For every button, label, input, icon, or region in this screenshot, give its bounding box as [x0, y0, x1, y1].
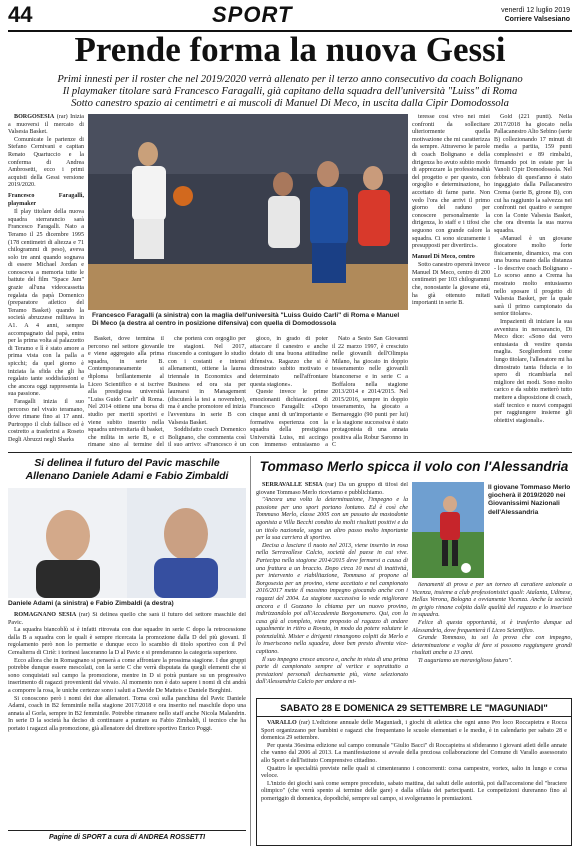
- maguniadi-p4: L'inizio dei giochi sarà come sempre preceduto, sabato mattina, dai saluti delle autorità, poi dall'accensione del "braciere olimpico" (che verrà spento al termine delle gare) e dalla sfilata dei partecipanti. Le competizioni dureranno fino al pomeriggio di domenica, dopodiché, sempre sul campo, si svolgeranno le premiazioni.: [261, 780, 567, 802]
- subtitle-line-2: Il playmaker titolare sarà Francesco Faragalli, già capitano della squadra dell'università "Luiss" di Roma: [62, 86, 518, 97]
- main-col6-p3: Impazienti di iniziare la sua avventura in neroarancio, Di Meco dice: «Sono dai vero entusiasta di vestire questa maglia. Sceglierdomi come lungo titolare, l'allenatore mi ha dimostrato tanta fiducia e io spero di ricambiarla nel migliore dei modi. Sono molto carico e da subito metterò tutto mettere a disposizione di coach, staff tecnico e nuovi compagni per raggiungere insieme gli obiettivi stagionali».: [494, 319, 572, 424]
- main-photo-caption: Francesco Faragalli (a sinistra) con la maglia dell'università "Luiss Guido Carli" di Roma e Manuel Di Meco (a destra al centro in posizione difensiva) con quella di Domodossola: [92, 312, 400, 327]
- merlo-photo: [412, 482, 484, 578]
- main-headline: Prende forma la nuova Gessi: [74, 30, 506, 69]
- main-column-3: [168, 336, 246, 448]
- subtitle-line-1: Primi innesti per il roster che nel 2019/2020 verrà allenato per il terzo anno consecutivo da coach Bolignano: [57, 74, 523, 85]
- main-subhead-dimeco: Manuel Di Meco, centro: [412, 253, 475, 260]
- main-subhead-faragalli: Francesco Faragalli, playmaker: [8, 192, 84, 207]
- main-col1-p1: (rar) Inizia a muoversi il mercato di Valsesia Basket.: [8, 114, 84, 136]
- maguniadi-lead: VARALLO: [267, 720, 297, 726]
- subtitle-line-3: Sotto canestro spazio ai centimetri e ai muscoli di Manuel Di Meco, in uscita dalla Cipir Domodossola: [71, 98, 509, 109]
- merlo-p8: Ti auguriamo un meraviglioso futuro".: [418, 657, 513, 664]
- pavic-lead: ROMAGNANO SESIA: [14, 612, 77, 618]
- section-divider: [8, 452, 572, 453]
- football-player-illustration: [412, 482, 484, 578]
- page-credit: Pagine di SPORT a cura di ANDREA ROSSETTI: [8, 830, 246, 844]
- pavic-photo-caption: Daniele Adami (a sinistra) e Fabio Zimbaldi (a destra): [8, 600, 174, 607]
- maguniadi-body: [257, 717, 571, 845]
- main-lead: BORGOSESIA: [14, 114, 55, 120]
- main-col6-p2: «Manuel è un giovane giocatore molto forte fisicamente, dinamico, ma con una buona mano dalla distanza - lo descrive coach Bolignano - Lo scorso anno a Crema ha mostrato molto entusiasmo nello sposare il progetto di Valsesia Basket, per la quale sarà il primo campionato da senior titolare».: [494, 235, 572, 318]
- merlo-p1: (rar) Da un gruppo di tifosi del giovane Tommaso Merlo riceviamo e pubblichiamo.: [256, 482, 408, 496]
- merlo-column-2: [412, 582, 572, 694]
- main-column-5: [412, 114, 490, 448]
- page-number: 44: [8, 2, 33, 27]
- main-col4-p1: gioco, in grado di poter attaccare il canestro e anche dotato di una buona attitudine difensiva. Ragazzo che si è dimostrato subito motivato e determinato nell'affrontare questa stagione».: [250, 336, 328, 388]
- main-column-1: [8, 114, 84, 448]
- pavic-title-line-2: Allenano Daniele Adami e Fabio Zimbaldi: [25, 470, 229, 482]
- main-col2-p1: Basket, dove termina il percorso nel settore giovanile e viene aggregato alla prima squadra, in serie B. Contemporaneamente si diploma brillantemente al Liceo Scientifico e si iscrive alla prestigiosa università "Luiss Guido Carli" di Roma. Nel 2014 ottiene una borsa di studio per meriti sportivi e viene subito inserito nella squadra universitaria di basket, che milita in serie B, e ci rimane sino al termine del: [88, 336, 164, 448]
- pavic-title-line-1: Si delinea il futuro del Pavic maschile: [34, 458, 220, 469]
- coaches-photo-illustration: [8, 488, 246, 598]
- main-col4-p2: Queste invece le prime emozionanti dichiarazioni di Francesco Faragalli: «Dopo cinque anni di un'importante e formativa esperienza con la squadra della prestigiosa Università Luiss, mi accingo con immenso entusiasmo a: [250, 389, 328, 448]
- merlo-p7: Grande Tommaso, tu sei la prova che con impegno, determinazione e voglia di fare si possono raggiungere grandi risultati anche a 13 anni.: [412, 635, 572, 657]
- section-title: SPORT: [212, 2, 293, 27]
- merlo-p6: Felice di questa opportunità, si è trasferito dunque ad Alessandria, dove frequenterà il Liceo Scientifico.: [412, 619, 572, 634]
- pavic-p1: (rar) Si delinea quello che sarà il futuro del settore maschile del Pavic.: [8, 612, 246, 626]
- maguniadi-p2: Per questa 36esima edizione sul campo comunale "Giulio Bacci" di Roccapietra si sfideranno i giovani atleti delle annate che vanno dal 2006 al 2013. La manifestazione si avvale della preziosa collaborazione del Comune di Varallo assessorato allo Sport e dell'Istituto Comprensivo cittadino.: [261, 742, 567, 764]
- merlo-p3: Decisa a lasciare il nuoto nel 2013, viene inserito in rosa nella Serravallese Calcio, società del paese in cui vive. Partecipa nella stagione 2014/2015 deve fermarsi a causa di una frattura a un braccio. Dopo circa 10 mesi di inattività, per intervento e riabilitazione, Tommaso si propone al Borgosesia per un provino, viene accettato e nel campionato 2016/2017 mette il massimo impegno giocando anche con i ragazzi del 2004. La stagione successiva lo vede migliorare ancora e il Gozzano lo chiama per un nuovo provino, indirizzandolo poi all'Accademia Borgomanero. Qui, con la casa già al completo, viene proposto al ragazzo di andare ugualmente in ritiro a Rovato, in modo da potere valutare le potenzialità. Mister e dirigenti rimangono colpiti da Merlo e lo inseriscono nella squadra, dove ben presto diventa vice-capitano.: [256, 542, 408, 656]
- main-subtitle: [8, 74, 572, 110]
- paper-name: Corriere Valsesiano: [504, 16, 570, 23]
- main-col3-p1: che porterà con orgoglio per tre stagioni. Nel 2017, riuscendo a coniugare lo studio con i costanti e intensi allenamenti, ottiene la laurea triennale in Economics and Business ed ora sta per laurearsi in Management (discuterà la tesi a novembre), ma è anche promotore ed inizia l'avventura in serie B con Valsesia Basket.: [168, 336, 246, 426]
- dateline: [501, 6, 570, 24]
- main-column-6: [494, 114, 572, 448]
- pavic-photo: [8, 488, 246, 598]
- main-col5-p1: teresse così vivo nei miei confronti da sollecitare ulteriormente quella motivazione che mi caratterizza da sempre. Attraverso le parole di coach Bolignano e della dirigenza ho avuto subito modo di apprezzare la professionalità del progetto e per questo, con orgoglio e determinazione, ho accettato di farne parte. Non vedo l'ora che arrivi il primo giorno del raduno per conoscere personalmente la dirigenza, lo staff e i tifosi che seguono con grande calore la squadra. Ci sono sicuramente i presupposti per divertirci».: [412, 114, 490, 250]
- merlo-p4: Il suo impegno cresce ancora e, anche in vista di una prima parte di campionato sempre al vertice e soprattutto a prestazioni personali decisamente più, viene selezionato dall'Alessandria Calcio per andare a mi-: [256, 656, 408, 686]
- column-divider: [250, 456, 251, 846]
- basketball-photo-illustration: [88, 114, 408, 310]
- main-col1-p2: Comunicate le partenze di Stefano Cernivani e capitan Renato Quartuccio e la conferma di Andrea Ambrosetti, ecco i primi acquisti della Gessi versione 2019/2020.: [8, 136, 84, 189]
- merlo-p2: "Ancora una volta la determinazione, l'impegno e la passione per uno sport portano lontano. Ed è così che Tommaso Merlo, classe 2005 con un passato da mastodonte agonista a Villa Becchi condito da molti risultati positivi e da un titolo nazionale, segna un altro passo molto importante per la sua carriera di sportivo.: [256, 497, 408, 542]
- main-col3-p2: Soddisfatto coach Domenico Bolignano, che commenta così il suo arrivo: «Francesco è un: [168, 427, 246, 448]
- merlo-p5: lienamenti di prova e per un torneo di caratiere azionale a Vicenza, insieme a club professionistici quali: Atalanta, Udinese, Hellas Verona, Bologna e ovviamente Vicenza. Anche la società in grigio rimane colpita dalle qualità del ragazzo e lo inserisce in squadra.: [412, 582, 572, 619]
- main-col1-p4: Faragalli inizia il suo percorso nel vivaio teramano, dove rimane fino ai 17 anni. Purtroppo il club fallisce ed è costretto a trasferirsi a Roseto Degli Abruzzi negli Sharks: [8, 398, 84, 443]
- pavic-p3: Ecco allora che in Romagnano si penserà a come affrontare la prossima stagione. I due gruppi potrebbe dunque essere mescolati, con la serie C che verrà disputata da quegli elementi che si sono conquistati sul campo la promozione, mentre in D si potrà puntare su un progressivo inserimento di ragazzi provenienti dal vivaio. Al momento non è dato sapere i nomi di chi andrà a comporre la rosa, le uniche certezze sono i saluti a Davide De Matteis e Daniele Borghini.: [8, 657, 246, 694]
- pavic-p2: La squadra biancoblù si è infatti ritrovata con due squadre in serie C dopo la retrocessione dalla B a squadra con le quali è sempre ricercata la promozione dalla D del più giovani. Il regolamento però non lo permette e dunque ecco lo scambio di titolo sportivo con il Pvl Cerealterra di Ciriè: i torinesi lasceranno la D al Pavic e si prenderanno la categoria superiore.: [8, 627, 246, 656]
- main-column-4: [250, 336, 328, 448]
- main-col5-p3: Nato a Sesto San Giovanni il 22 marzo 1997, è cresciuto nelle giovanili dell'Olimpia Milano, ha giocato in doppio tesseramento nelle giovanili bianconerse e in serie C a Boffalora nella stagione 2013/2014 e 2014/2015. Nel 2015/2016, sempre in doppio tesseramento, ha giocato a Bernareggio (90 punti per lui) e la stagione successiva è stato protagonista di una annata positiva alla Robur Saronno in C: [332, 336, 408, 448]
- main-col5-p2: Sotto canestro opererà invece Manuel Di Meco, centro di 200 centimetri per 103 chilogrammi che, nonostante la giovane età, ha già ottenuto mitati importanti in serie B.: [412, 262, 490, 307]
- main-column-2: [88, 336, 164, 448]
- maguniadi-p1: (rar) L'edizione annuale delle Maguniadi, i giochi di atletica che ogni anno Pro loco Roccapietra e Rocca Sport organizzano per bambini e ragazzi che frequentano le scuole elementari e le medie, è in calendario per sabato 28 e domenica 29 settembre.: [261, 720, 567, 742]
- maguniadi-box: [256, 698, 572, 846]
- merlo-lead: SERRAVALLE SESIA: [262, 482, 323, 488]
- main-column-5b: [332, 336, 408, 448]
- pavic-title: [8, 458, 246, 483]
- pavic-p4: Si conoscono però i nomi dei due allenatori. Torna così sulla panchina del Pavic Daniele Adami, coach in B2 femminile nella stagione 2017/2018 e ora inserito nel maschile dopo una annata al Gorla, sempre in B2 femminile. Potrebbe rimanere nello staff anche Nicola Malandrin. In serie D la società ha deciso di continuare a puntare su Fabio Zimbaldi, il tecnico che ha portato i ragazzi alla promozione, già allenatore del direttore sportivo Enrico Poggi.: [8, 695, 246, 732]
- maguniadi-p3: Quattro le specialità previste nelle quali si cimenteranno i concorrenti: corsa campestre, vortex, salto in lungo e corsa veloce.: [261, 765, 567, 780]
- main-col6-p1: Gold (221 punti). Nella 2017/2018 ha giocato nella Pallacanestro Alto Sebino (serie B) collezionando 17 minuti di media a partita, 159 punti complessivi e 89 rimbalzi, firmando poi in estate per la Vanoli Cipir Domodossola. Nel febbraio di quest'anno è stato ingaggiato dalla Pallacanestro Crema (serie B, girone B), con cui ha raggiunto la salvezza nei confronti nei quattro e sempre con la Conte Valsesia Basket, che ora diventa la sua nuova squadra.: [494, 114, 572, 234]
- merlo-title: Tommaso Merlo spicca il volo con l'Alessandria: [259, 459, 569, 474]
- main-photo: [88, 114, 408, 310]
- pavic-body: [8, 612, 246, 826]
- merlo-photo-caption: Il giovane Tommaso Merlo giocherà il 2019/2020 nei Giovanissimi Nazionali dell'Alessandria: [488, 484, 571, 516]
- issue-date: venerdì 12 luglio 2019: [501, 7, 570, 14]
- main-col1-p3: Il play titolare della nuova squadra sterrarancio sarà Francesco Faragalli. Nato a Teramo il 25 dicembre 1995 (178 centimetri di altezza e 71 chilogrammi di peso), aveva solo tre anni quando sognava di essere Michael Jordan e conosceva a memoria tutte le battute del film "Space Jam" grazie all'una videocassetta regalata da papà Domenico (preparatore atletico del Teramo Basket) quando la società abruzzese militava in A1. A 4 anni, sempre accompagnato dal papà, entra per la prima volta al palazzetto di Teramo e lì è stato amore a prima vista con la palla a spicchi; da quel giorno è iniziata la sfida che gli ha regalato tante soddisfazioni e che ancora oggi rappresenta la sua passione.: [8, 209, 84, 398]
- maguniadi-title: SABATO 28 E DOMENICA 29 SETTEMBRE LE "MAGUNIADI": [257, 699, 571, 717]
